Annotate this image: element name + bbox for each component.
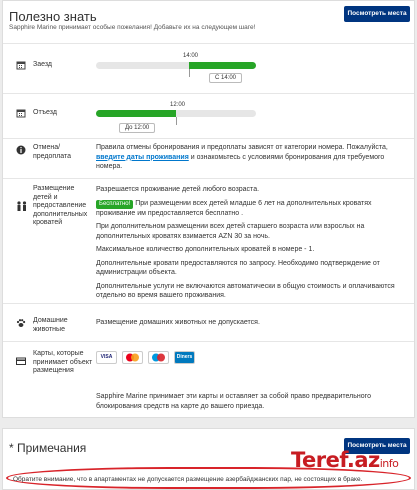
checkout-time-box: До 12:00 bbox=[119, 123, 155, 133]
children-allowed-text: Разрешается проживание детей любого возраста. bbox=[96, 186, 260, 193]
card-logos bbox=[96, 351, 406, 364]
children-policy bbox=[96, 185, 406, 305]
free-children-detail: При размещении всех детей младше 6 лет на дополнительных кроватях проживание им предоставляется бесплатно . bbox=[96, 199, 372, 217]
watermark-suffix: info bbox=[379, 457, 399, 470]
notes-title: * Примечания bbox=[9, 441, 87, 455]
info-icon bbox=[16, 145, 26, 155]
watermark-main: Teref.az bbox=[291, 448, 380, 472]
free-badge: Бесплатно! bbox=[96, 200, 133, 209]
credit-card-icon bbox=[16, 356, 26, 366]
checkout-time-marker: 12:00 bbox=[170, 102, 186, 108]
extra-bed-fee-text: При дополнительном размещении всех детей старшего возраста или взрослых на дополнительных кроватях взимается AZN 30 за ночь. bbox=[96, 223, 365, 240]
free-children-text bbox=[96, 199, 406, 219]
view-rooms-button[interactable]: Посмотреть места bbox=[344, 6, 410, 22]
diners-club-card-icon: Diners bbox=[174, 351, 195, 364]
payment-row bbox=[3, 341, 414, 419]
cancellation-row bbox=[3, 138, 414, 178]
checkin-time-bar bbox=[96, 62, 256, 69]
checkout-time-bar bbox=[96, 110, 256, 117]
page-title: Полезно знать bbox=[9, 9, 97, 24]
pets-text: Размещение домашних животных не допускается. bbox=[96, 319, 260, 326]
children-label: Размещение детей и предоставление дополнительных кроватей bbox=[33, 185, 88, 226]
checkin-time-marker: 14:00 bbox=[183, 53, 199, 59]
good-to-know-panel bbox=[2, 0, 415, 418]
cancellation-text-after: и ознакомьтесь с условиями бронирования для требуемого номера. bbox=[96, 153, 385, 170]
visa-card-icon: VISA bbox=[96, 351, 117, 364]
checkout-time-pin bbox=[176, 117, 177, 125]
checkout-label: Отъезд bbox=[33, 109, 57, 116]
paw-icon bbox=[16, 318, 26, 328]
checkout-row bbox=[3, 93, 414, 138]
special-requests-note: Sapphire Marine принимает особые пожелания! Добавьте их на следующем шаге! bbox=[9, 24, 256, 31]
checkin-time-pin bbox=[189, 69, 190, 77]
checkin-row bbox=[3, 43, 414, 93]
view-rooms-button-bottom[interactable]: Посмотреть места bbox=[344, 438, 410, 454]
calendar-icon bbox=[16, 60, 26, 70]
mastercard-icon bbox=[122, 351, 143, 364]
cancellation-label: Отмена/ предоплата bbox=[33, 144, 72, 160]
card-preauth-text: Sapphire Marine принимает эти карты и оставляет за собой право предварительного блокирования средств на карте до вашего приезда. bbox=[96, 393, 371, 410]
site-watermark bbox=[291, 448, 398, 472]
checkin-time-fill bbox=[189, 62, 256, 69]
children-row bbox=[3, 178, 414, 303]
extra-beds-request-text: Дополнительные кровати предоставляются по запросу. Необходимо подтверждение от администрации объекта. bbox=[96, 259, 380, 276]
checkin-time-box: С 14:00 bbox=[209, 73, 242, 83]
max-extra-beds-text: Максимальное количество дополнительных кроватей в номере - 1. bbox=[96, 246, 315, 253]
accepted-cards bbox=[96, 351, 406, 411]
family-icon bbox=[16, 201, 28, 211]
enter-dates-link[interactable]: введите даты проживания bbox=[96, 153, 189, 161]
extra-services-text: Дополнительные услуги не включаются автоматически в общую стоимость и оплачиваются отдельно во время вашего проживания. bbox=[96, 282, 395, 299]
notes-text: Обратите внимание, что в апартаментах не допускается размещение азербайджанских пар, не состоящих в браке. bbox=[13, 476, 363, 483]
pets-row bbox=[3, 303, 414, 341]
calendar-icon bbox=[16, 108, 26, 118]
payment-label: Карты, которые принимает объект размещения bbox=[33, 350, 93, 374]
checkin-label: Заезд bbox=[33, 61, 53, 68]
maestro-card-icon bbox=[148, 351, 169, 364]
cancellation-text-before: Правила отмены бронирования и предоплаты зависят от категории номера. Пожалуйста, bbox=[96, 144, 388, 151]
pets-label: Домашние животные bbox=[33, 317, 68, 333]
cancellation-text bbox=[96, 143, 406, 172]
checkout-time-fill bbox=[96, 110, 176, 117]
